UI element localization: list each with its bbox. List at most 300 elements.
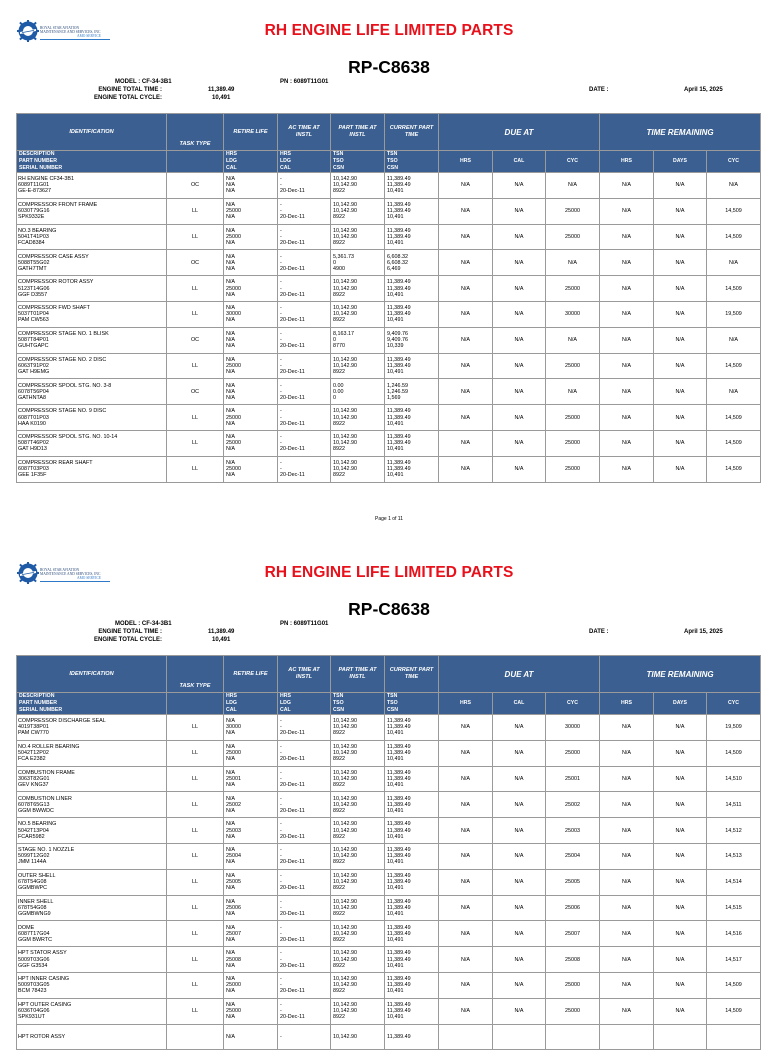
- part-identification-line-2: 6078T65G13: [18, 801, 50, 808]
- remaining-hrs: N/A: [600, 715, 654, 741]
- retire-life-line-1: N/A: [226, 202, 235, 209]
- remaining-hrs: N/A: [600, 947, 654, 973]
- retire-life-line-1: N/A: [226, 279, 235, 286]
- remaining-hrs: N/A: [600, 895, 654, 921]
- current-part-time-line-3: 10,491: [387, 214, 404, 221]
- part-time-at-instl-line-1: 10,142.90: [333, 202, 357, 209]
- date-label: DATE :: [589, 629, 609, 635]
- current-part-time-line-1: 11,389.49: [387, 744, 411, 751]
- part-time-at-instl-line-3: 8770: [333, 343, 345, 350]
- ac-time-at-instl: [278, 301, 331, 327]
- ac-time-at-instl-line-2: -: [280, 414, 282, 421]
- remaining-hrs: N/A: [600, 456, 654, 482]
- remaining-hrs: N/A: [600, 327, 654, 353]
- task-type: LL: [167, 921, 224, 947]
- current-part-time-line-1: 1,246.59: [387, 382, 408, 389]
- part-time-at-instl-line-1: 5,361.73: [333, 253, 354, 260]
- ac-time-at-instl-line-2: -: [280, 362, 282, 369]
- retire-life-line-1: N/A: [226, 976, 235, 983]
- task-type: LL: [167, 198, 224, 224]
- ac-time-at-instl-line-1: -: [280, 434, 282, 441]
- retire-life-line-3: N/A: [226, 833, 235, 840]
- part-time-at-instl-line-1: 10,142.90: [333, 821, 357, 828]
- current-part-time: [385, 276, 439, 302]
- logo-line-1: ROYAL STAR AVIATION: [40, 568, 80, 572]
- retire-life-line-2: 25000: [226, 1008, 241, 1015]
- due-cal: N/A: [493, 843, 546, 869]
- due-hrs: N/A: [439, 224, 493, 250]
- current-part-time: [385, 766, 439, 792]
- ac-time-at-instl-line-1: -: [280, 744, 282, 751]
- current-subheader-line-2: TSO: [387, 158, 398, 164]
- remaining-cyc: 14,509: [707, 430, 761, 456]
- current-part-time: [385, 224, 439, 250]
- part-time-at-instl-line-2: 10,142.90: [333, 956, 357, 963]
- date-label: DATE :: [589, 87, 609, 93]
- due-cal: N/A: [493, 947, 546, 973]
- task-type: LL: [167, 895, 224, 921]
- retire-life: [224, 224, 278, 250]
- part-identification: [17, 895, 167, 921]
- ac-time-header: AC TIME AT INSTL: [278, 656, 331, 693]
- current-part-time-line-1: 11,389.49: [387, 873, 411, 880]
- remaining-cyc: 19,509: [707, 715, 761, 741]
- ac-time-at-instl-line-2: -: [280, 904, 282, 911]
- ac-time-at-instl-line-2: -: [280, 750, 282, 757]
- part-identification-line-3: PAM CW770: [18, 730, 49, 737]
- part-identification-line-3: SPK9332E: [18, 214, 45, 221]
- part-time-at-instl: [331, 430, 385, 456]
- retire-life-line-3: N/A: [226, 807, 235, 814]
- ident-subheader-line-1: DESCRIPTION: [19, 693, 55, 699]
- current-part-time-line-2: 11,389.49: [387, 775, 411, 782]
- current-part-time: [385, 405, 439, 431]
- part-identification-line-3: FCA E2382: [18, 756, 46, 763]
- current-part-time-line-2: 11,389.49: [387, 208, 411, 215]
- retire-life: [224, 972, 278, 998]
- task-type: LL: [167, 818, 224, 844]
- part-time-at-instl-line-1: 0.00: [333, 382, 344, 389]
- current-part-time-line-1: 11,389.49: [387, 1033, 411, 1040]
- ac-time-at-instl: [278, 972, 331, 998]
- current-part-time-line-3: 1,569: [387, 394, 401, 401]
- due-hrs: N/A: [439, 353, 493, 379]
- current-part-time-line-2: 11,389.49: [387, 1008, 411, 1015]
- part-time-at-instl-line-1: 10,142.90: [333, 847, 357, 854]
- retire-life: [224, 430, 278, 456]
- part-identification-line-1: COMPRESSOR STAGE NO. 2 DISC: [18, 356, 107, 363]
- remaining-days: N/A: [654, 843, 707, 869]
- part-identification-line-1: COMPRESSOR REAR SHAFT: [18, 460, 93, 467]
- retire-life-line-2: 25004: [226, 853, 241, 860]
- part-identification-line-1: COMPRESSOR FWD SHAFT: [18, 305, 90, 312]
- retire-life-line-1: N/A: [226, 847, 235, 854]
- part-time-at-instl-line-1: 10,142.90: [333, 356, 357, 363]
- remaining-days: N/A: [654, 740, 707, 766]
- retire-life-line-3: N/A: [226, 369, 235, 376]
- part-identification-line-2: 5099T12G02: [18, 853, 50, 860]
- ac-time-at-instl-line-2: -: [280, 388, 282, 395]
- retire-life-line-3: N/A: [226, 472, 235, 479]
- part-time-at-instl: [331, 947, 385, 973]
- current-part-time-line-1: 11,389.49: [387, 950, 411, 957]
- remaining-hrs-header: HRS: [600, 693, 654, 715]
- table-row: [17, 921, 761, 947]
- part-identification-line-2: 5041T41P03: [18, 233, 49, 240]
- ident-subheader-line-1: DESCRIPTION: [19, 151, 55, 157]
- retire-subheader-line-3: CAL: [226, 165, 237, 171]
- current-part-time: [385, 972, 439, 998]
- current-part-time-line-1: 11,389.49: [387, 460, 411, 467]
- ac-time-at-instl-line-1: -: [280, 408, 282, 415]
- ac-time-at-instl-line-2: -: [280, 337, 282, 344]
- retire-life-line-1: N/A: [226, 744, 235, 751]
- ac-time-at-instl-line-1: -: [280, 873, 282, 880]
- part-identification-line-1: COMPRESSOR ROTOR ASSY: [18, 279, 94, 286]
- current-part-time: [385, 715, 439, 741]
- part-time-at-instl: [331, 353, 385, 379]
- ac-subheader-line-2: LDG: [280, 158, 291, 164]
- part-identification-line-1: COMPRESSOR SPOOL STG. NO. 10-14: [18, 434, 118, 441]
- retire-subheader-line-2: LDG: [226, 158, 237, 164]
- part-identification-line-3: GATHNTA8: [18, 394, 46, 401]
- part-time-at-instl-line-2: 10,142.90: [333, 775, 357, 782]
- retire-life: [224, 405, 278, 431]
- remaining-cyc: 14,517: [707, 947, 761, 973]
- remaining-cyc: N/A: [707, 250, 761, 276]
- retire-life-line-2: 25000: [226, 233, 241, 240]
- retire-life: [224, 792, 278, 818]
- ac-time-at-instl-line-2: -: [280, 827, 282, 834]
- retire-life-line-2: 25001: [226, 775, 241, 782]
- table-row: [17, 895, 761, 921]
- ac-time-at-instl: [278, 843, 331, 869]
- retire-life: [224, 869, 278, 895]
- part-identification: [17, 792, 167, 818]
- retire-life-line-3: N/A: [226, 988, 235, 995]
- model-label: MODEL : CF-34-3B1: [115, 621, 172, 627]
- table-row: [17, 198, 761, 224]
- current-part-time: [385, 869, 439, 895]
- part-identification-line-1: NO.3 BEARING: [18, 227, 57, 234]
- retire-life-line-3: N/A: [226, 1014, 235, 1021]
- ac-time-at-instl-line-2: -: [280, 233, 282, 240]
- part-time-at-instl: [331, 379, 385, 405]
- part-time-at-instl-line-3: 4900: [333, 265, 345, 272]
- current-part-time-line-1: 11,389.49: [387, 227, 411, 234]
- current-part-time-line-2: 11,389.49: [387, 853, 411, 860]
- table-row: [17, 250, 761, 276]
- remaining-cyc: 19,509: [707, 301, 761, 327]
- ac-time-at-instl-line-1: -: [280, 795, 282, 802]
- remaining-days: N/A: [654, 947, 707, 973]
- part-time-at-instl-line-3: 8922: [333, 472, 345, 479]
- remaining-hrs: N/A: [600, 405, 654, 431]
- remaining-days: N/A: [654, 353, 707, 379]
- current-part-time-header: CURRENT PART TIME: [385, 656, 439, 693]
- remaining-hrs: N/A: [600, 198, 654, 224]
- part-time-at-instl-line-3: 8922: [333, 885, 345, 892]
- due-cyc: 25000: [546, 740, 600, 766]
- retire-life-line-2: 25005: [226, 879, 241, 886]
- current-part-time-line-1: 11,389.49: [387, 202, 411, 209]
- remaining-days-header: DAYS: [654, 693, 707, 715]
- retire-life-line-1: N/A: [226, 176, 235, 183]
- part-identification-line-2: 5088T55G02: [18, 259, 50, 266]
- part-subheader-line-2: TSO: [333, 700, 344, 706]
- table-row: [17, 740, 761, 766]
- current-part-time-line-3: 10,491: [387, 1014, 404, 1021]
- due-cyc: 25000: [546, 224, 600, 250]
- part-identification-line-3: PAM CW563: [18, 317, 49, 324]
- current-part-time-line-3: 10,491: [387, 188, 404, 195]
- part-time-at-instl-line-3: 8922: [333, 756, 345, 763]
- due-cal: N/A: [493, 998, 546, 1024]
- part-time-at-instl-line-1: 10,142.90: [333, 769, 357, 776]
- retire-life-line-1: N/A: [226, 821, 235, 828]
- part-time-at-instl-line-2: 0: [333, 259, 336, 266]
- retire-life-line-1: N/A: [226, 718, 235, 725]
- part-time-at-instl-line-3: 8922: [333, 730, 345, 737]
- remaining-cyc: 14,515: [707, 895, 761, 921]
- remaining-days: N/A: [654, 301, 707, 327]
- due-hrs: N/A: [439, 301, 493, 327]
- current-part-time: [385, 301, 439, 327]
- part-identification-line-2: 6087T03P03: [18, 466, 49, 473]
- remaining-cyc: 14,509: [707, 405, 761, 431]
- due-cyc: 25008: [546, 947, 600, 973]
- retire-life-line-2: 25000: [226, 982, 241, 989]
- part-time-at-instl: [331, 972, 385, 998]
- logo-line-3: AMO SERVICE: [77, 34, 101, 38]
- part-time-at-instl: [331, 766, 385, 792]
- engine-total-time-value: 11,389.49: [208, 629, 235, 635]
- part-identification-line-3: SPK931UT: [18, 1014, 45, 1021]
- due-cyc: N/A: [546, 327, 600, 353]
- part-identification-line-1: COMPRESSOR FRONT FRAME: [18, 202, 98, 209]
- current-subheader: [385, 693, 439, 715]
- due-cal: N/A: [493, 921, 546, 947]
- current-part-time-line-3: 10,491: [387, 911, 404, 918]
- part-time-at-instl-line-3: 8922: [333, 240, 345, 247]
- table-row: [17, 1024, 761, 1050]
- ac-subheader: [278, 693, 331, 715]
- part-identification-line-1: OUTER SHELL: [18, 873, 56, 880]
- table-subheader-row: [17, 151, 761, 173]
- part-identification: [17, 869, 167, 895]
- retire-life-line-2: 25002: [226, 801, 241, 808]
- task-type: LL: [167, 998, 224, 1024]
- retire-life-line-3: N/A: [226, 343, 235, 350]
- part-time-at-instl: [331, 818, 385, 844]
- due-cyc: 25001: [546, 766, 600, 792]
- due-cal: [493, 1024, 546, 1050]
- part-identification-line-2: 6087T17G04: [18, 930, 50, 937]
- current-part-time-line-1: 11,389.49: [387, 176, 411, 183]
- part-time-at-instl-line-1: 10,142.90: [333, 898, 357, 905]
- part-identification: [17, 276, 167, 302]
- due-hrs: N/A: [439, 869, 493, 895]
- retire-life: [224, 456, 278, 482]
- part-identification-line-2: 5009T03G06: [18, 956, 50, 963]
- remaining-cyc: N/A: [707, 379, 761, 405]
- current-subheader-line-3: CSN: [387, 707, 398, 713]
- retire-subheader: [224, 151, 278, 173]
- part-identification-line-2: 5087T46P02: [18, 440, 49, 447]
- part-time-at-instl-line-2: 0: [333, 337, 336, 344]
- part-identification-line-1: COMBUSTION FRAME: [18, 769, 75, 776]
- retire-life: [224, 198, 278, 224]
- due-cal-header: CAL: [493, 693, 546, 715]
- remaining-cyc: N/A: [707, 327, 761, 353]
- part-time-at-instl-line-1: 10,142.90: [333, 924, 357, 931]
- retire-life-line-1: N/A: [226, 795, 235, 802]
- table-row: [17, 715, 761, 741]
- current-part-time-line-3: 10,491: [387, 988, 404, 995]
- part-subheader-line-3: CSN: [333, 707, 344, 713]
- remaining-hrs: [600, 1024, 654, 1050]
- due-hrs: N/A: [439, 843, 493, 869]
- part-subheader-line-1: TSN: [333, 151, 344, 157]
- retire-life: [224, 818, 278, 844]
- current-part-time-line-2: 11,389.49: [387, 930, 411, 937]
- remaining-hrs: N/A: [600, 818, 654, 844]
- remaining-days: N/A: [654, 224, 707, 250]
- current-part-time-line-2: 11,389.49: [387, 904, 411, 911]
- part-identification-line-3: GAT H9EMG: [18, 369, 50, 376]
- part-subheader-line-1: TSN: [333, 693, 344, 699]
- retire-life-line-1: N/A: [226, 924, 235, 931]
- part-identification-line-2: 5037T01P04: [18, 311, 49, 318]
- ac-time-at-instl: [278, 895, 331, 921]
- task-type: LL: [167, 224, 224, 250]
- retire-life-line-3: N/A: [226, 885, 235, 892]
- part-identification-line-2: 4019T38P01: [18, 724, 49, 731]
- part-identification-line-3: GE-E-873627: [18, 188, 51, 195]
- due-hrs-header: HRS: [439, 151, 493, 173]
- retire-life-line-3: N/A: [226, 756, 235, 763]
- due-cyc-header: CYC: [546, 693, 600, 715]
- due-cyc: 25000: [546, 353, 600, 379]
- part-time-at-instl-line-1: 10,142.90: [333, 279, 357, 286]
- part-identification-line-2: 3063T82G01: [18, 775, 50, 782]
- current-part-time-line-2: 11,389.49: [387, 801, 411, 808]
- current-subheader-line-2: TSO: [387, 700, 398, 706]
- retire-life-line-1: N/A: [226, 898, 235, 905]
- ac-time-at-instl-line-1: -: [280, 1033, 282, 1040]
- retire-life: [224, 379, 278, 405]
- due-hrs: N/A: [439, 792, 493, 818]
- part-time-at-instl-line-2: 10,142.90: [333, 466, 357, 473]
- part-time-at-instl-line-2: 10,142.90: [333, 827, 357, 834]
- due-cyc: 25003: [546, 818, 600, 844]
- due-cal: N/A: [493, 327, 546, 353]
- ac-time-at-instl: [278, 327, 331, 353]
- part-identification: [17, 818, 167, 844]
- current-part-time-line-1: 11,389.49: [387, 976, 411, 983]
- table-row: [17, 947, 761, 973]
- due-cal: N/A: [493, 301, 546, 327]
- current-part-time-line-1: 11,389.49: [387, 434, 411, 441]
- current-part-time-line-3: 10,491: [387, 859, 404, 866]
- part-time-at-instl-line-1: 10,142.90: [333, 1033, 357, 1040]
- ac-time-at-instl-line-2: -: [280, 440, 282, 447]
- current-part-time: [385, 921, 439, 947]
- part-time-at-instl-line-1: 8,163.17: [333, 331, 354, 338]
- ac-time-at-instl-line-1: -: [280, 382, 282, 389]
- current-part-time-line-2: 11,389.49: [387, 311, 411, 318]
- task-type: LL: [167, 353, 224, 379]
- remaining-cyc: 14,513: [707, 843, 761, 869]
- current-part-time-line-3: 10,491: [387, 885, 404, 892]
- retire-life-line-1: N/A: [226, 253, 235, 260]
- part-time-header: PART TIME AT INSTL: [331, 656, 385, 693]
- part-identification-line-1: RH ENGINE CF34-3B1: [18, 176, 75, 183]
- due-cal: N/A: [493, 895, 546, 921]
- retire-life: [224, 301, 278, 327]
- part-identification-line-3: GEV KNG37: [18, 782, 49, 789]
- engine-total-time-label: ENGINE TOTAL TIME :: [98, 629, 162, 635]
- ac-time-at-instl-line-2: -: [280, 466, 282, 473]
- retire-life-line-3: N/A: [226, 394, 235, 401]
- ac-time-at-instl-line-1: -: [280, 1002, 282, 1009]
- retire-life-line-3: N/A: [226, 291, 235, 298]
- retire-life-line-1: N/A: [226, 356, 235, 363]
- part-identification-line-3: GUHTGAPC: [18, 343, 49, 350]
- due-hrs: N/A: [439, 430, 493, 456]
- remaining-days: N/A: [654, 276, 707, 302]
- table-row: [17, 276, 761, 302]
- remaining-days: N/A: [654, 456, 707, 482]
- ac-time-at-instl-line-3: 20-Dec-11: [280, 420, 305, 427]
- part-time-at-instl-line-2: 10,142.90: [333, 724, 357, 731]
- part-identification-line-1: STAGE NO. 1 NOZZLE: [18, 847, 75, 854]
- engine-total-cycle-value: 10,491: [212, 95, 231, 101]
- part-time-at-instl: [331, 456, 385, 482]
- retire-life-line-2: 25006: [226, 904, 241, 911]
- part-time-at-instl-line-2: 10,142.90: [333, 904, 357, 911]
- part-time-at-instl: [331, 715, 385, 741]
- table-row: [17, 818, 761, 844]
- retire-life-line-2: N/A: [226, 182, 235, 189]
- table-row: [17, 766, 761, 792]
- current-part-time-line-2: 11,389.49: [387, 182, 411, 189]
- retire-life: [224, 921, 278, 947]
- ac-subheader-line-2: LDG: [280, 700, 291, 706]
- due-cal: N/A: [493, 766, 546, 792]
- current-part-time: [385, 792, 439, 818]
- ac-time-at-instl-line-1: -: [280, 305, 282, 312]
- part-identification-line-1: COMBUSTION LINER: [18, 795, 72, 802]
- due-cyc: 25000: [546, 456, 600, 482]
- current-part-time: [385, 818, 439, 844]
- part-time-at-instl-line-3: 8922: [333, 807, 345, 814]
- ac-time-at-instl: [278, 947, 331, 973]
- current-part-time-line-3: 10,491: [387, 472, 404, 479]
- retire-life-line-1: N/A: [226, 873, 235, 880]
- current-part-time: [385, 353, 439, 379]
- remaining-hrs: N/A: [600, 998, 654, 1024]
- part-identification-line-2: 6030T79G16: [18, 208, 50, 215]
- retire-life-line-1: N/A: [226, 769, 235, 776]
- current-part-time-line-2: 9,409.76: [387, 337, 408, 344]
- remaining-days: N/A: [654, 405, 707, 431]
- part-identification: [17, 972, 167, 998]
- due-cal: N/A: [493, 276, 546, 302]
- part-identification: [17, 301, 167, 327]
- retire-life-line-1: N/A: [226, 434, 235, 441]
- current-part-time-line-1: 11,389.49: [387, 305, 411, 312]
